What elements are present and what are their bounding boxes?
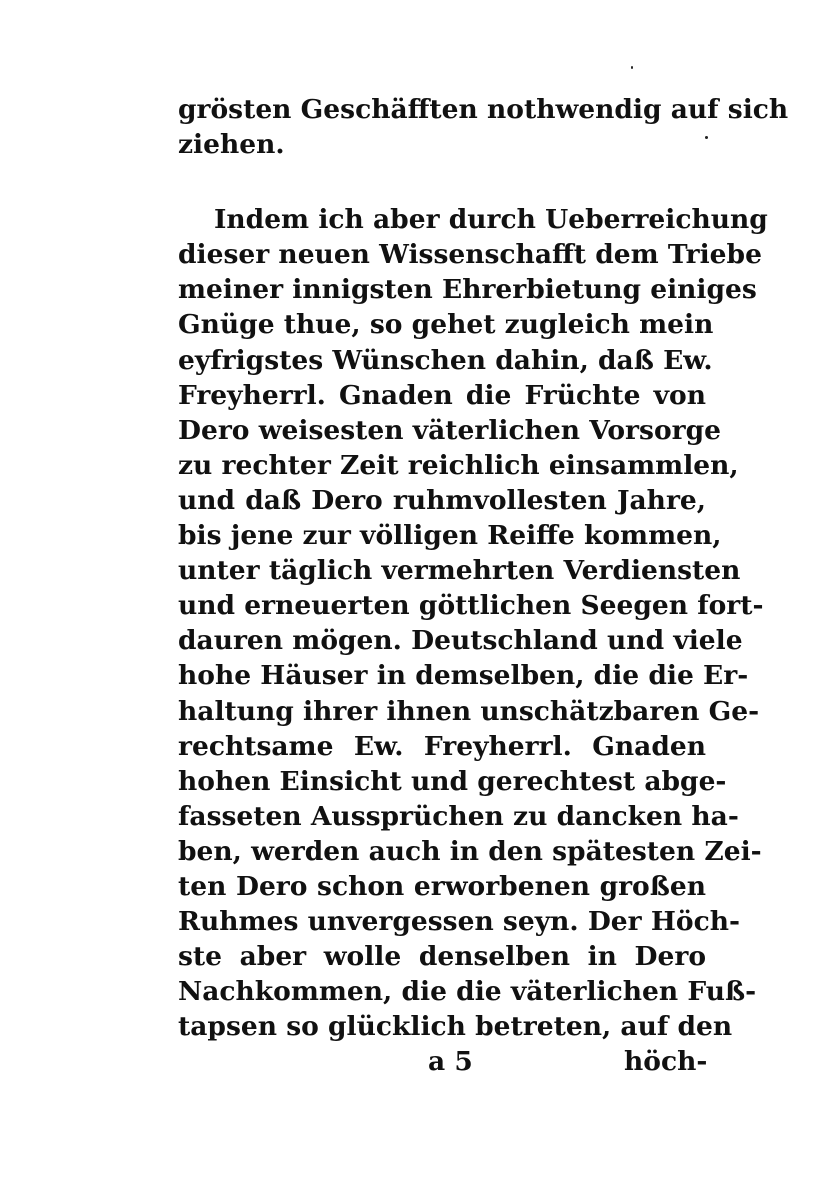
paragraph-2 bbox=[178, 202, 768, 1044]
text-line: hohen Einsicht und gerechtest abge- bbox=[178, 765, 727, 797]
print-speck bbox=[631, 66, 633, 69]
text-line: meiner innigsten Ehrerbietung einiges bbox=[178, 274, 757, 306]
text-line: Nachkommen, die die väterlichen Fuß- bbox=[178, 976, 757, 1008]
text-line: und daß Dero ruhmvollesten Jahre, bbox=[178, 484, 706, 516]
catchword: höch- bbox=[624, 1046, 708, 1077]
text-line: tapsen so glücklich betreten, auf den bbox=[178, 1011, 733, 1043]
text-line: Gnüge thue, so gehet zugleich mein bbox=[178, 309, 714, 341]
text-line: dauren mögen. Deutschland und viele bbox=[178, 625, 743, 657]
paragraph-1 bbox=[178, 92, 789, 162]
text-line: bis jene zur völligen Reiffe kommen, bbox=[178, 520, 722, 552]
text-line: Ruhmes unvergessen seyn. Der Höch- bbox=[178, 906, 740, 938]
signature-mark: a 5 bbox=[428, 1046, 473, 1077]
text-line: ste aber wolle denselben in Dero bbox=[178, 941, 706, 973]
text-line: hohe Häuser in demselben, die die Er- bbox=[178, 660, 749, 692]
text-line: ziehen. bbox=[178, 129, 285, 161]
text-line: Freyherrl. Gnaden die Früchte von bbox=[178, 379, 706, 411]
paragraph-gap bbox=[178, 162, 706, 202]
text-line: unter täglich vermehrten Verdiensten bbox=[178, 555, 741, 587]
text-line: zu rechter Zeit reichlich einsammlen, bbox=[178, 449, 739, 481]
text-line: und erneuerten göttlichen Seegen fort- bbox=[178, 590, 764, 622]
text-line: ten Dero schon erworbenen großen bbox=[178, 870, 706, 902]
text-line: haltung ihrer ihnen unschätzbaren Ge- bbox=[178, 695, 760, 727]
text-line: fasseten Aussprüchen zu dancken ha- bbox=[178, 800, 739, 832]
text-line: Indem ich aber durch Ueberreichung bbox=[214, 204, 768, 236]
text-line: dieser neuen Wissenschafft dem Triebe bbox=[178, 239, 762, 271]
page-footer bbox=[0, 1046, 840, 1086]
text-line: grösten Geschäfften nothwendig auf sich bbox=[178, 94, 789, 125]
text-line: ben, werden auch in den spätesten Zei- bbox=[178, 835, 762, 867]
text-line: Dero weisesten väterlichen Vorsorge bbox=[178, 414, 721, 446]
body-text bbox=[178, 92, 789, 1044]
text-line: rechtsame Ew. Freyherrl. Gnaden bbox=[178, 730, 706, 762]
text-line: eyfrigstes Wünschen dahin, daß Ew. bbox=[178, 344, 713, 376]
